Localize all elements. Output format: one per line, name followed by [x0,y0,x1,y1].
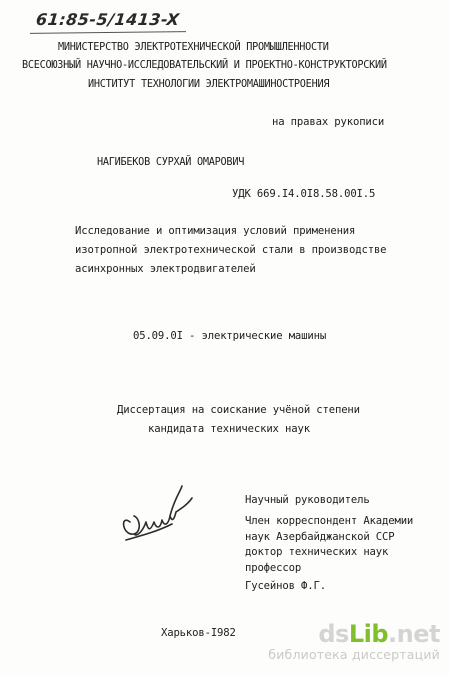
dslib-watermark [268,622,440,662]
logo-lib: Lib [348,620,389,648]
dissertation-title-line1: Исследование и оптимизация условий применения [75,225,356,237]
dissertation-title-line3: асинхронных электродвигателей [75,263,256,275]
advisor-title-line2: наук Азербайджанской ССР [245,531,395,543]
archive-underline [30,31,186,34]
advisor-title-line1: Член корреспондент Академии [245,515,414,527]
advisor-title-line3: доктор технических наук [245,546,389,558]
header-institute: ВСЕСОЮЗНЫЙ НАУЧНО-ИССЛЕДОВАТЕЛЬСКИЙ И ПРОЕКТНО-КОНСТРУКТОРСКИЙ [22,60,387,71]
logo-ds: ds [318,620,349,648]
advisor-label: Научный руководитель [245,494,370,506]
udk-code: УДК 669.I4.0I8.58.00I.5 [232,188,376,200]
header-institute-name: ИНСТИТУТ ТЕХНОЛОГИИ ЭЛЕКТРОМАШИНОСТРОЕНИЯ [88,79,330,90]
dslib-logo [268,622,440,646]
dissertation-title-line2: изотропной электротехнической стали в производстве [75,244,387,256]
header-ministry: МИНИСТЕРСТВО ЭЛЕКТРОТЕХНИЧЕСКОЙ ПРОМЫШЛЕННОСТИ [58,42,329,53]
handwritten-signature [116,478,196,550]
watermark-subtitle: библиотека диссертаций [268,647,440,662]
author-name: НАГИБЕКОВ СУРХАЙ ОМАРОВИЧ [97,157,245,168]
archive-code: 61:85-5/1413-X [35,10,181,29]
rights-note: на правах рукописи [272,116,385,128]
advisor-name: Гусейнов Ф.Г. [245,580,326,592]
specialty: 05.09.0I - электрические машины [133,330,327,342]
place-year: Харьков-I982 [161,627,236,639]
logo-net: .net [388,620,440,648]
degree-line2: кандидата технических наук [148,423,310,435]
degree-line1: Диссертация на соискание учёной степени [117,404,360,416]
advisor-title-line4: профессор [245,562,302,574]
